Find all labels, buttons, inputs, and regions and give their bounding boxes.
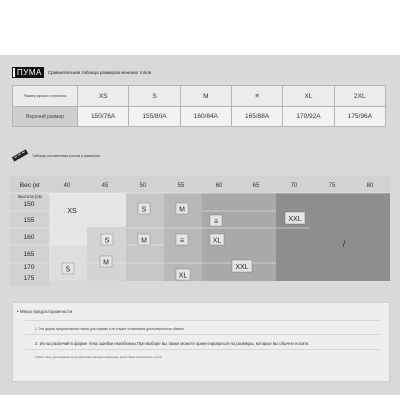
size-row [13,86,386,107]
weight-tick: 60 [215,183,223,189]
size-cell: M [180,86,231,107]
divider [25,320,381,321]
brand-header [12,67,151,78]
size-label-xl: XL [212,237,222,245]
precautions-title: • Меры предосторожности [17,309,73,314]
weight-axis-label: Вес (кг [19,182,41,189]
weight-tick: 45 [101,183,109,189]
chart-note [12,153,100,158]
size-label-xs: XS [67,208,77,215]
size-cell: S [129,86,180,107]
measure-cell: 165/88A [231,107,282,127]
height-axis-label: Высота (см [18,194,42,199]
size-table [12,85,386,127]
precaution-line-1: 1. Эта форма предназначена только для справки и не служит основанием для возврата или обмена. [35,327,185,331]
measure-cell: 150/76A [78,107,129,127]
zone-xxl-plus [276,193,390,281]
size-label-eq: ≡ [213,218,219,226]
brand-logo [12,67,44,78]
size-label-m: M [141,237,147,245]
height-tick: 165 [23,251,35,258]
size-label-m: M [103,259,109,267]
measure-row-header: Верхний размер [13,107,78,127]
weight-tick: 80 [366,183,374,189]
measure-cell: 155/80A [129,107,180,127]
size-grid [10,176,390,286]
precautions-box [12,302,390,382]
size-cell: ≡ [231,86,282,107]
measure-cell: 170/92A [283,107,334,127]
brand-bar-icon [13,68,15,77]
size-label-m: M [179,206,185,214]
size-label-xl: XL [178,272,188,280]
height-tick: 150 [23,201,35,208]
divider [25,349,381,350]
size-cell: XL [283,86,334,107]
height-tick: 170 [23,264,35,271]
size-row-header: Размер русского человека [13,86,78,107]
weight-tick: 65 [252,183,260,189]
height-tick: 175 [23,275,35,282]
precaution-line-3: 3.Могут быть расхождения из-за различных методов измерения, допустимая погрешность 1-3 см. [35,355,163,359]
size-label-xxl: XXL [235,264,249,271]
weight-tick: 50 [139,183,147,189]
size-cell: XS [78,86,129,107]
size-label-s: S [65,266,71,274]
height-tick: 160 [23,234,35,241]
size-label-s: S [104,237,110,245]
size-cell: 2XL [334,86,385,107]
size-label-eq: ≡ [179,237,185,245]
measure-cell: 160/84A [180,107,231,127]
size-label-xxl: XXL [288,216,302,223]
brand-subtitle: Сравнительная таблица размеров женских топов [47,70,152,75]
measure-row [13,107,386,127]
size-label-s: S [141,206,147,214]
size-label-slash: / [342,239,346,249]
brand-name: ПУМА [17,68,42,77]
divider [25,334,381,335]
weight-tick: 55 [177,183,185,189]
precaution-line-2: 2. Из-за различий в форме тела ошибки неизбежны.При выборе вы также можете ориентироваться на размеры, которые вы обычно носите. [35,341,310,346]
height-tick: 155 [23,217,35,224]
chart-note-text: Таблица соответствия ростов и размеров [32,153,100,158]
weight-tick: 75 [328,183,336,189]
weight-tick: 40 [63,183,71,189]
measure-cell: 175/96A [334,107,385,127]
weight-tick: 70 [290,183,298,189]
